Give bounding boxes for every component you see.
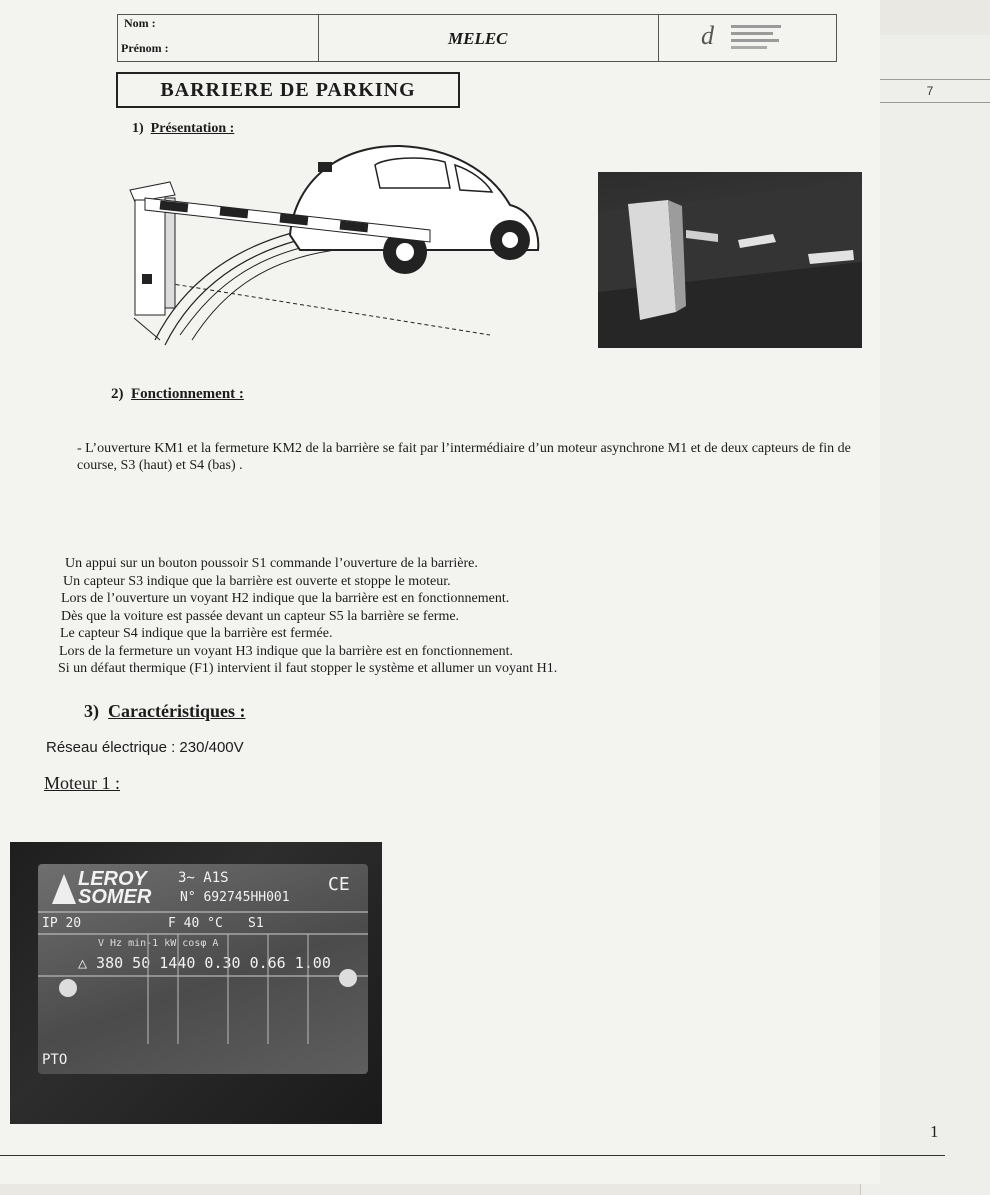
ambient-temp: F 40 °C: [168, 916, 223, 931]
pto-label: PTO: [42, 1052, 68, 1068]
fonctionnement-heading: [111, 386, 244, 403]
serial-number: N° 692745HH001: [180, 890, 290, 905]
motor-nameplate-photo: [10, 842, 382, 1124]
ip-rating: IP 20: [42, 916, 82, 931]
operation-line: Lors de l’ouverture un voyant H2 indique que la barrière est en fonctionnement.: [61, 591, 510, 606]
intro-paragraph: - L’ouverture KM1 et la fermeture KM2 de la barrière se fait par l’intermédiaire d’un moteur asynchrone M1 et de deux capteurs de fin de course, S3 (haut) et S4 (bas) .: [77, 441, 851, 473]
logo-cell: [663, 19, 833, 57]
nameplate: [38, 864, 368, 1074]
nom-label: Nom :: [124, 16, 156, 30]
document-title: BARRIERE DE PARKING: [116, 72, 460, 108]
phase-label: 3~ A1S: [178, 870, 229, 886]
prenom-label: Prénom :: [121, 41, 169, 55]
caracteristiques-heading: [84, 701, 245, 722]
presentation-heading: [132, 121, 234, 137]
operation-line: Lors de la fermeture un voyant H3 indique que la barrière est en fonctionnement.: [59, 643, 514, 659]
operation-line: Un appui sur un bouton poussoir S1 commande l’ouverture de la barrière.: [65, 556, 478, 571]
motor-heading: Moteur 1 :: [44, 773, 120, 793]
back-page-number: 7: [869, 79, 990, 103]
barrier-photo: [598, 172, 862, 348]
network-spec: Réseau électrique : 230/400V: [46, 739, 244, 756]
brand-top: LEROY: [78, 868, 147, 890]
nameplate-grid: [38, 864, 368, 1074]
footer-rule: [0, 1155, 945, 1156]
presentation-title: Présentation :: [150, 121, 235, 136]
ce-mark: CE: [328, 874, 350, 895]
barrier-photo-image: [598, 172, 862, 348]
operation-list: [58, 555, 557, 678]
operation-line: Si un défaut thermique (F1) intervient il faut stopper le système et allumer un voyant H1.: [58, 661, 558, 676]
presentation-number: 1): [132, 121, 144, 136]
caracteristiques-title: Caractéristiques :: [108, 701, 246, 721]
header-table: [117, 14, 837, 62]
operation-line: Dès que la voiture est passée devant un capteur S5 la barrière se ferme.: [61, 608, 460, 624]
name-cell: [118, 15, 319, 61]
barrier-drawing: [120, 140, 550, 360]
rating-values: △ 380 50 1440 0.30 0.66 1.00: [78, 954, 331, 972]
section-cell: [318, 15, 659, 61]
page-number: 1: [930, 1122, 939, 1141]
section-label: MELEC: [448, 29, 508, 48]
brand-bottom: SOMER: [78, 886, 152, 908]
fonctionnement-title: Fonctionnement :: [131, 386, 244, 402]
operation-line: Le capteur S4 indique que la barrière est fermée.: [60, 626, 333, 641]
logo-letter: d: [701, 21, 714, 50]
operation-line: Un capteur S3 indique que la barrière est ouverte et stoppe le moteur.: [63, 573, 451, 589]
caracteristiques-number: 3): [84, 701, 99, 721]
logo-mark: [729, 23, 789, 53]
rating-headers: V Hz min-1 kW cosφ A: [98, 938, 219, 949]
fonctionnement-number: 2): [111, 386, 124, 402]
duty-service: S1: [248, 916, 264, 931]
